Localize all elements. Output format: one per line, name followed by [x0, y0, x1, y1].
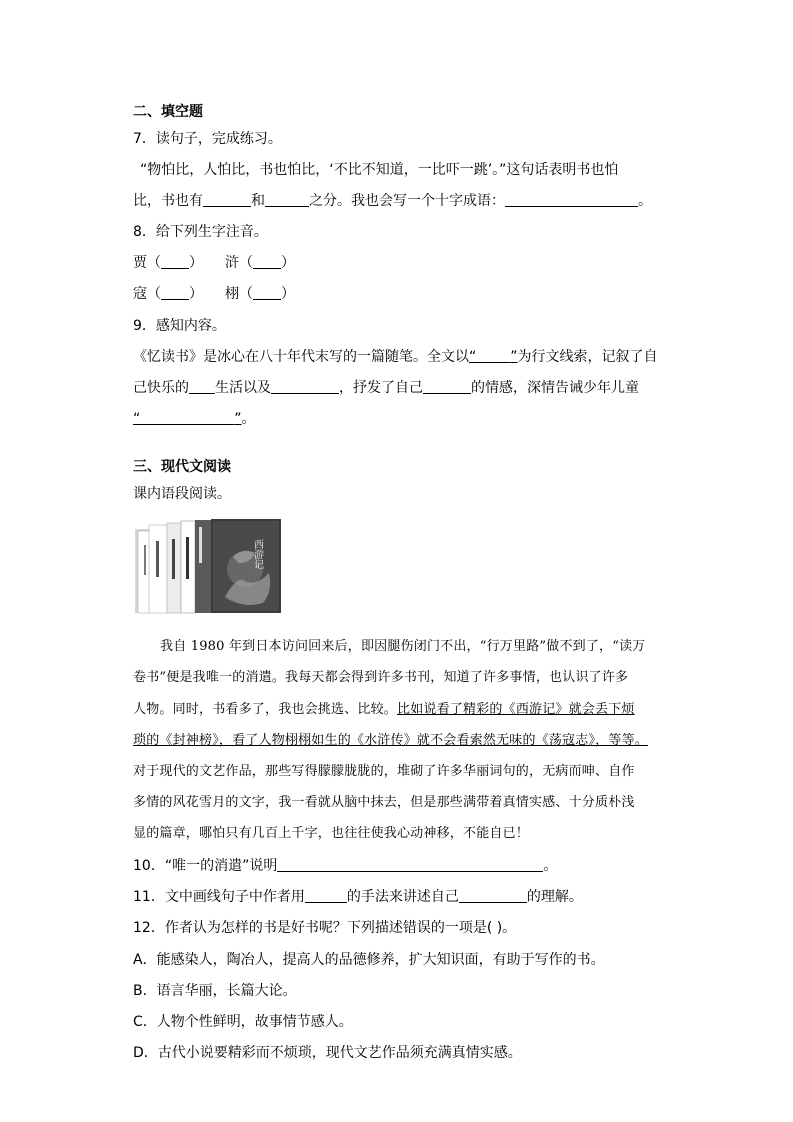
- q10-end: 。: [543, 858, 558, 874]
- q9-blank-1[interactable]: [189, 379, 215, 394]
- q9-blank-3[interactable]: [423, 379, 471, 394]
- q8-char-jia: 贾（: [133, 255, 161, 271]
- q7-line2: [133, 191, 652, 211]
- q9-blank-4[interactable]: [140, 410, 234, 425]
- q11: [133, 887, 583, 907]
- q9-text: 为行文线索，记叙了自: [517, 349, 658, 365]
- q8-row-2: [133, 284, 295, 304]
- q11-blank-1[interactable]: [305, 888, 347, 903]
- q9-text: 的情感，深情告诫少年儿童: [471, 380, 639, 396]
- q7-blank-2[interactable]: [265, 192, 309, 207]
- q9-text: 己快乐的: [133, 380, 189, 396]
- q11-text: 11．文中画线句子中作者用: [133, 889, 305, 905]
- q8-char-hu: 浒（: [225, 255, 253, 271]
- q11-blank-2[interactable]: [459, 888, 527, 903]
- q9-quote-open: “: [469, 349, 477, 365]
- q7-text-d: 。: [638, 193, 652, 209]
- q8-stem: 8．给下列生字注音。: [133, 224, 268, 240]
- q8-paren-close: ）: [281, 255, 295, 271]
- q8-blank-hu[interactable]: [253, 254, 281, 269]
- passage-underlined-sentence: 比如说看了精彩的《西游记》就会丢下烦: [397, 702, 635, 717]
- q11-text: 的理解。: [526, 889, 583, 905]
- q8-paren-close: ）: [189, 286, 203, 302]
- q12-option-d[interactable]: D．古代小说要精彩而不烦琐，现代文艺作品须充满真情实感。: [133, 1045, 522, 1061]
- passage-text: 人物。同时，书看多了，我也会挑选、比较。: [133, 702, 398, 717]
- q8-row-1: [133, 253, 295, 273]
- q10-answer-blank[interactable]: [277, 857, 543, 872]
- passage-line-7: 显的篇章，哪怕只有几百上千字，也往往使我心动神移，不能自已！: [133, 826, 530, 841]
- q7-stem: 7．读句子，完成练习。: [133, 131, 282, 147]
- q9-quote-close: ”: [234, 411, 242, 427]
- q9-line2: [133, 378, 639, 398]
- q9-blank-clue[interactable]: [476, 348, 510, 363]
- passage-line-6: 多情的风花雪月的文字，我一看就从脑中抹去，但是那些满带着真情实感、十分质朴浅: [133, 795, 635, 810]
- q9-text: 。: [241, 411, 256, 427]
- q7-text-c: 之分。我也会写一个十字成语：: [309, 193, 505, 209]
- q11-text: 的手法来讲述自己: [346, 889, 459, 905]
- q8-blank-xu[interactable]: [253, 285, 281, 300]
- section-heading-reading: 三、现代文阅读: [133, 459, 231, 475]
- q8-char-kou: 寇（: [133, 286, 161, 302]
- q7-quote-line: “物怕比，人怕比，书也怕比，‘不比不知道，一比吓一跳’。”这句话表明书也怕: [140, 162, 619, 178]
- passage-line-5: 对于现代的文艺作品，那些写得朦朦胧胧的，堆砌了许多华丽词句的，无病而呻、自作: [133, 764, 635, 779]
- q9-blank-2[interactable]: [271, 379, 339, 394]
- q7-text-a: 比，书也有: [133, 193, 203, 209]
- passage-line-3: [133, 700, 635, 720]
- q12-stem: 12．作者认为怎样的书是好书呢？下列描述错误的一项是( )。: [133, 920, 517, 936]
- q12-option-c[interactable]: C．人物个性鲜明，故事情节感人。: [133, 1014, 353, 1030]
- book-set-image: [133, 517, 283, 617]
- q8-char-xu: 栩（: [225, 286, 253, 302]
- q10: [133, 856, 557, 876]
- passage-line-2: 卷书”便是我唯一的消遣。我每天都会得到许多书刊，知道了许多事情，也认识了许多: [133, 670, 629, 685]
- passage-line-1: 我自 1980 年到日本访问回来后，即因腿伤闭门不出，“行万里路”做不到了，“读万: [160, 639, 646, 654]
- q9-quote-close: ”: [510, 349, 518, 365]
- reading-subtitle: 课内语段阅读。: [133, 486, 231, 502]
- q9-quote-open: “: [133, 411, 141, 427]
- q8-paren-close: ）: [281, 286, 295, 302]
- section-heading-fill-in: 二、填空题: [133, 104, 203, 120]
- q10-text: 10．“唯一的消遣”说明: [133, 858, 278, 874]
- q9-line3: [133, 409, 256, 429]
- q9-text: ，抒发了自己: [339, 380, 423, 396]
- q9-text: 《忆读书》是冰心在八十年代末写的一篇随笔。全文以: [133, 349, 469, 365]
- q8-blank-kou[interactable]: [161, 285, 189, 300]
- q7-text-b: 和: [251, 193, 265, 209]
- q9-stem: 9．感知内容。: [133, 318, 226, 334]
- q9-line1: [133, 347, 658, 367]
- q8-paren-close: ）: [189, 255, 203, 271]
- q12-option-b[interactable]: B．语言华丽，长篇大论。: [133, 983, 297, 999]
- q9-text: 生活以及: [215, 380, 271, 396]
- q7-blank-1[interactable]: [203, 192, 251, 207]
- book-cover-title: 西游记: [251, 539, 263, 569]
- passage-underlined-sentence: 琐的《封神榜》，看了人物栩栩如生的《水浒传》就不会看索然无味的《荡寇志》，等等。: [133, 733, 649, 748]
- q8-blank-jia[interactable]: [161, 254, 189, 269]
- q7-blank-3[interactable]: [505, 192, 638, 207]
- q12-option-a[interactable]: A．能感染人，陶冶人，提高人的品德修养，扩大知识面，有助于写作的书。: [133, 952, 605, 968]
